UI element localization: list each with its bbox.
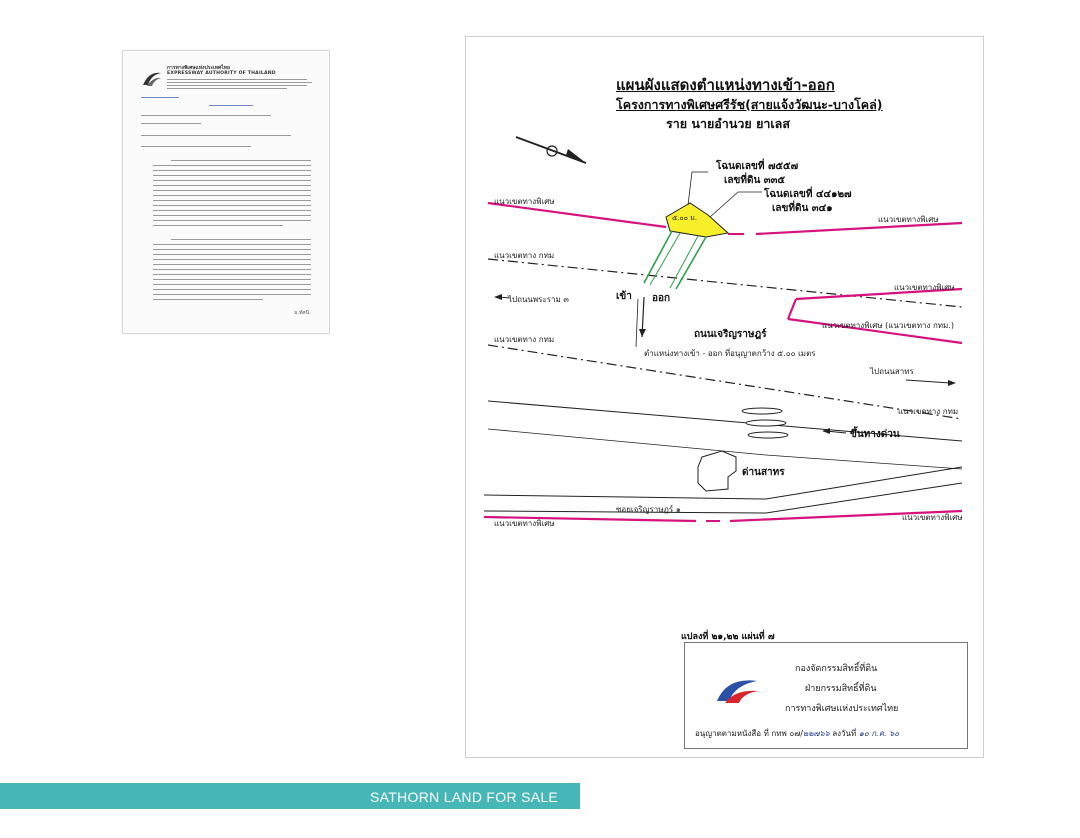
boundary-both-label: แนวเขตทางพิเศษ (แนวเขตทาง กทม.) bbox=[822, 321, 954, 330]
entry-position-label: ตำแหน่งทางเข้า - ออก ที่อนุญาตกว้าง ๕.๐๐ เมตร bbox=[644, 349, 816, 358]
to-rama3-label: ไปถนนพระราม ๓ bbox=[508, 295, 569, 304]
toll-building bbox=[698, 451, 736, 491]
site-plan-map bbox=[465, 36, 984, 758]
boundary-expressway-bottom-left: แนวเขตทางพิเศษ bbox=[494, 519, 555, 528]
north-arrow-icon bbox=[516, 137, 586, 163]
boundary-expressway-top-left: แนวเขตทางพิเศษ bbox=[494, 197, 555, 206]
letter-signature: ม.ทัศนี bbox=[294, 310, 309, 316]
boundary-bmta-lower: แนวเขตทาง กทม bbox=[494, 335, 555, 344]
stamp-line-3: การทางพิเศษแห่งประเทศไทย bbox=[785, 704, 899, 714]
land-2-label: เลขที่ดิน ๓๔๑ bbox=[772, 203, 833, 214]
deed-2-label: โฉนดเลขที่ ๔๔๑๒๗ bbox=[764, 189, 852, 200]
letter-org-english: EXPRESSWAY AUTHORITY OF THAILAND bbox=[167, 71, 276, 76]
soi-label: ซอยเจริญราษฎร์ ๑ bbox=[616, 505, 681, 514]
map-owner: ราย นายอำนวย ยาเลส bbox=[666, 116, 790, 131]
eta-logo-icon bbox=[141, 67, 163, 89]
stamp-approval-line: อนุญาตตามหนังสือ ที่ กทพ ๐๗/๒๒๗๖๖ ลงวันที่ ๑๐ ก.ค. ๖๐ bbox=[695, 729, 900, 738]
plot-number: แปลงที่ ๒๑,๒๒ แผ่นที่ ๗ bbox=[681, 632, 775, 642]
footer-banner-text: SATHORN LAND FOR SALE bbox=[370, 789, 559, 805]
boundary-expressway-right-block: แนวเขตทางพิเศษ bbox=[894, 283, 955, 292]
land-1-label: เลขที่ดิน ๓๓๕ bbox=[724, 175, 786, 186]
to-sathorn-label: ไปถนนสาทร bbox=[870, 367, 914, 376]
map-subtitle: โครงการทางพิเศษศรีรัช(สายแจ้งวัฒนะ-บางโคล่) bbox=[616, 97, 883, 112]
ramp-up-label: ขึ้นทางด่วน bbox=[850, 429, 900, 440]
letter-org-thai: การทางพิเศษแห่งประเทศไทย bbox=[167, 65, 230, 71]
stamp-line-1: กองจัดกรรมสิทธิ์ที่ดิน bbox=[795, 664, 878, 674]
deed-1-label: โฉนดเลขที่ ๗๕๕๗ bbox=[716, 161, 799, 172]
boundary-bmta-left: แนวเขตทาง กทม bbox=[494, 251, 555, 260]
road-name-label: ถนนเจริญราษฎร์ bbox=[694, 329, 767, 340]
width-label: ๕.๐๐ ม. bbox=[672, 214, 698, 222]
entry-label: เข้า bbox=[616, 291, 632, 302]
boundary-expressway-bottom-right: แนวเขตทางพิเศษ bbox=[902, 513, 963, 522]
boundary-bmta-right: แนวเขตทาง กทม bbox=[898, 407, 959, 416]
eta-stamp-logo-icon bbox=[713, 671, 763, 707]
boundary-expressway-top-right: แนวเขตทางพิเศษ bbox=[878, 215, 939, 224]
official-letter bbox=[122, 50, 330, 334]
map-title: แผนผังแสดงตำแหน่งทางเข้า-ออก bbox=[616, 76, 835, 94]
stamp-line-2: ฝ่ายกรรมสิทธิ์ที่ดิน bbox=[805, 684, 877, 694]
toll-label: ด่านสาทร bbox=[742, 467, 785, 478]
authority-stamp bbox=[684, 642, 968, 749]
exit-label: ออก bbox=[652, 293, 671, 304]
